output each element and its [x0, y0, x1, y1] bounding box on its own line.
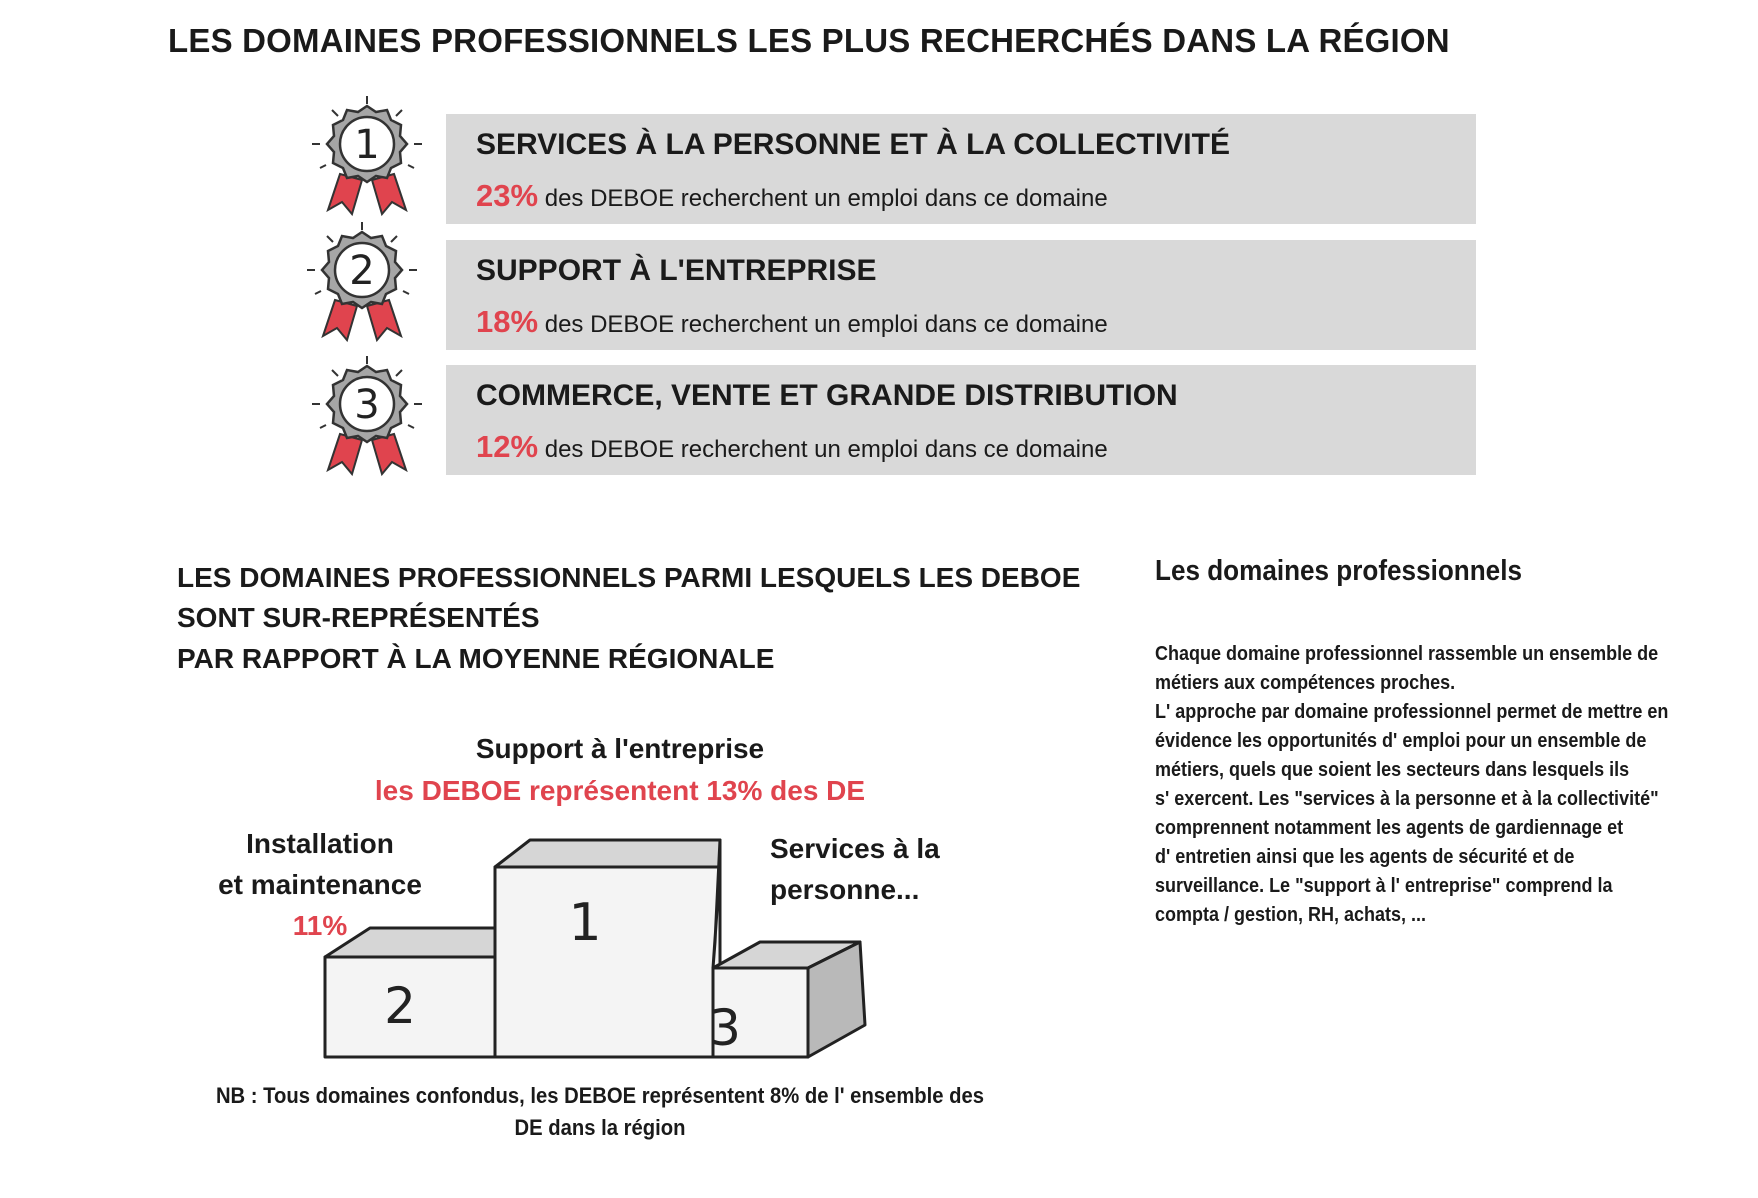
ranking-row-2	[446, 240, 1476, 350]
podium-number-3: 3	[709, 999, 741, 1057]
podium-second-label-line-1: Installation	[246, 828, 394, 859]
medal-number: 1	[354, 122, 380, 168]
section-title-line-1: LES DOMAINES PROFESSIONNELS PARMI LESQUELS LES DEBOE	[177, 562, 1081, 593]
ranking-subtitle	[476, 178, 1108, 214]
section-title-line-2: SONT SUR-REPRÉSENTÉS	[177, 602, 540, 633]
footnote-line-2: DE dans la région	[514, 1115, 686, 1140]
podium-third-label-line-2: personne...	[770, 874, 920, 905]
footnote-line-1: NB : Tous domaines confondus, les DEBOE représentent 8% de l' ensemble des	[215, 1083, 985, 1108]
side-panel-title: Les domaines professionnels	[1155, 555, 1522, 587]
side-line: métiers aux compétences proches.	[1155, 672, 1456, 694]
medal-number: 3	[354, 382, 380, 428]
podium-second-label-line-2: et maintenance	[218, 869, 422, 900]
ranking-text: des DEBOE recherchent un emploi dans ce domaine	[538, 311, 1108, 338]
side-line: d' entretien ainsi que les agents de sécurité et de	[1155, 846, 1575, 868]
podium-first-label: Support à l'entreprise	[475, 733, 765, 764]
ranking-title: COMMERCE, VENTE ET GRANDE DISTRIBUTION	[476, 379, 1178, 412]
page-title: LES DOMAINES PROFESSIONNELS LES PLUS RECHERCHÉS DANS LA RÉGION	[168, 22, 1450, 59]
side-line: Chaque domaine professionnel rassemble un ensemble de	[1155, 643, 1659, 665]
ranking-row-1	[446, 114, 1476, 224]
side-line: comprennent notamment les agents de gardiennage et	[1155, 817, 1624, 839]
podium-first-detail: les DEBOE représentent 13% des DE	[374, 775, 866, 806]
side-line: s' exercent. Les "services à la personne et à la collectivité"	[1155, 788, 1659, 810]
side-line: L' approche par domaine professionnel permet de mettre en	[1155, 701, 1669, 723]
ranking-row-3	[446, 365, 1476, 475]
ranking-percent: 18%	[476, 304, 539, 339]
ranking-title: SERVICES À LA PERSONNE ET À LA COLLECTIVITÉ	[476, 128, 1230, 161]
ranking-subtitle	[476, 429, 1108, 465]
podium-third-label-line-1: Services à la	[770, 833, 940, 864]
side-line: surveillance. Le "support à l' entreprise" comprend la	[1155, 875, 1613, 897]
ranking-percent: 23%	[476, 178, 539, 213]
footnote	[214, 1080, 987, 1144]
rank-2-medal-icon	[297, 218, 427, 348]
podium-number-2: 2	[384, 977, 416, 1035]
ranking-subtitle	[476, 304, 1108, 340]
podium-icon	[320, 825, 870, 1065]
ranking-text: des DEBOE recherchent un emploi dans ce domaine	[538, 185, 1108, 212]
side-line: métiers, quels que soient les secteurs dans lesquels ils	[1155, 759, 1630, 781]
rank-1-medal-icon	[302, 92, 432, 222]
ranking-text: des DEBOE recherchent un emploi dans ce domaine	[538, 436, 1108, 463]
side-line: compta / gestion, RH, achats, ...	[1155, 904, 1427, 926]
podium-number-1: 1	[568, 893, 602, 953]
ranking-percent: 12%	[476, 429, 539, 464]
podium-second-detail: 11%	[292, 910, 348, 941]
side-panel-text	[1155, 640, 1695, 930]
rank-3-medal-icon	[302, 352, 432, 482]
section-title-line-3: PAR RAPPORT À LA MOYENNE RÉGIONALE	[177, 643, 775, 674]
ranking-title: SUPPORT À L'ENTREPRISE	[476, 254, 877, 287]
side-line: évidence les opportunités d' emploi pour un ensemble de	[1155, 730, 1647, 752]
medal-number: 2	[349, 248, 375, 294]
